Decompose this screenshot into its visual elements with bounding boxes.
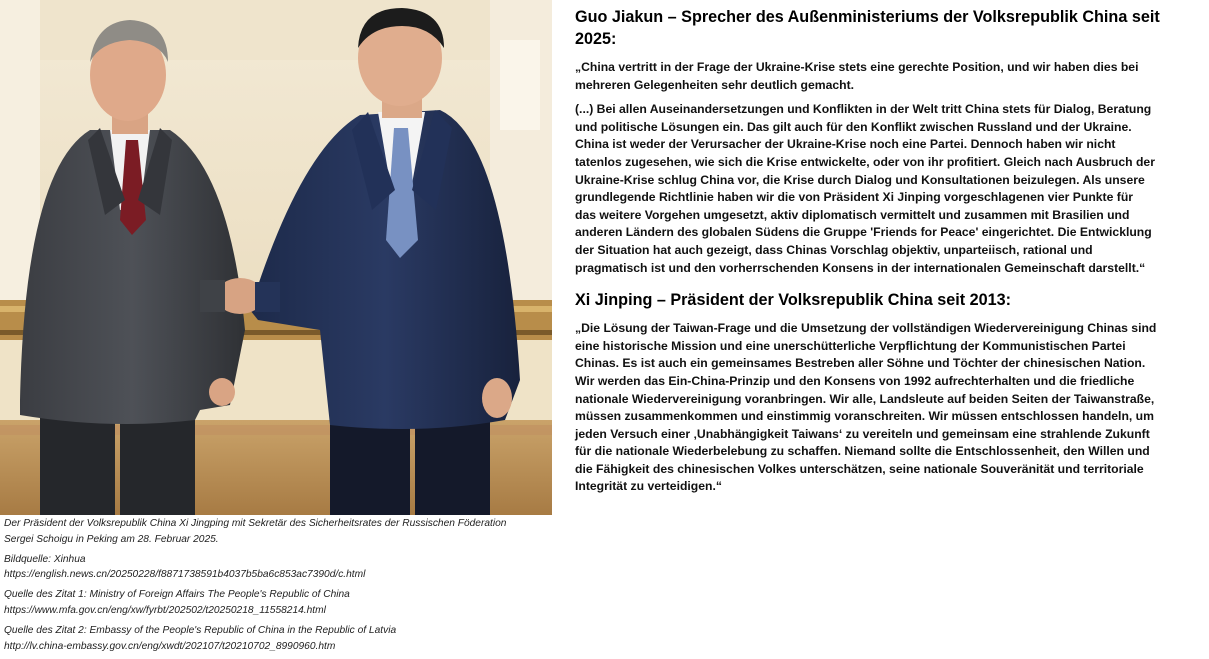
caption-line-2: Sergei Schoigu in Peking am 28. Februar 2025. — [4, 533, 219, 545]
quote1-source-link[interactable]: https://www.mfa.gov.cn/eng/xw/fyrbt/202502/t20250218_11558214.html — [4, 604, 326, 616]
section2-quote: „Die Lösung der Taiwan-Frage und die Umsetzung der vollständigen Wiedervereinigung Chinas sind eine historische Mission und eine unerschütterliche Verpflichtung der Kommunistischen Partei Chinas. Es ist auch ein gemeinsames Bestreben aller Söhne und Töchter der chinesischen Nation. Wir werden das Ein-China-Prinzip und den Konsens von 1992 aufrechterhalten und die friedliche nationale Wiedervereinigung voranbringen. Wir alle, Landsleute auf beiden Seiten der Taiwanstraße, müssen zusammenkommen und einstimmig voranschreiten. Wir müssen entschlossen handeln, um jeden Versuch einer ‚Unabhängigkeit Taiwans‘ zu vereiteln und gemeinsam eine strahlende Zukunft für die nationale Wiederbelebung zu schaffen. Niemand sollte die Entschlossenheit, den Willen und die Fähigkeit des chinesischen Volkes unterschätzen, seine nationale Souveränität und territoriale Integrität zu verteidigen.“ — [575, 321, 1157, 494]
quote1-source-label: Quelle des Zitat 1: Ministry of Foreign Affairs The People's Republic of China — [4, 589, 350, 601]
section1-heading: Guo Jiakun – Sprecher des Außenministeriums der Volksrepublik China seit 2025: — [575, 8, 1160, 48]
section2-heading: Xi Jinping – Präsident der Volksrepublik China seit 2013: — [575, 291, 1011, 310]
image-source-link[interactable]: https://english.news.cn/20250228/f8871738591b4037b5ba6c853ac7390d/c.html — [4, 569, 366, 581]
handshake-photo — [0, 0, 552, 515]
section1-quote-b: (...) Bei allen Auseinandersetzungen und Konflikten in der Welt tritt China stets für Dialog, Beratung und politische Lösungen ein. Das gilt auch für den Konflikt zwischen Russland und der Ukraine. China ist weder der Verursacher der Ukraine-Krise noch eine Partei. Dennoch haben wir nicht tatenlos zugesehen, wie sich die Krise entwickelte, oder von ihr profitiert. Gleich nach Ausbruch der Ukraine-Krise schlug China vor, die Krise durch Dialog und Konsultationen beizulegen. Als unsere grundlegende Richtlinie haben wir die von Präsident Xi Jinping vorgeschlagenen vier Punkte für das weitere Vorgehen umgesetzt, aktiv diplomatisch vermittelt und zusammen mit Brasilien und anderen Ländern des globalen Südens die Gruppe 'Friends for Peace' eingerichtet. Die Entwicklung der Situation hat auch gezeigt, dass Chinas Vorschlag objektiv, unparteiisch, rational und pragmatisch ist und den vorherrschenden Konsens in der internationalen Gemeinschaft darstellt.“ — [575, 102, 1155, 275]
quote2-source-link[interactable]: http://lv.china-embassy.gov.cn/eng/xwdt/202107/t20210702_8990960.htm — [4, 640, 336, 652]
quote2-source-label: Quelle des Zitat 2: Embassy of the People's Republic of China in the Republic of Latvia — [4, 624, 397, 636]
photo-caption — [4, 516, 552, 654]
image-source-label: Bildquelle: Xinhua — [4, 553, 86, 565]
quotes-column — [575, 6, 1185, 496]
caption-line-1: Der Präsident der Volksrepublik China Xi Jingping mit Sekretär des Sicherheitsrates der Russischen Föderation — [4, 518, 507, 529]
section1-quote-a: „China vertritt in der Frage der Ukraine-Krise stets eine gerechte Position, und wir haben dies bei mehreren Gelegenheiten sehr deutlich gemacht. — [575, 60, 1139, 92]
